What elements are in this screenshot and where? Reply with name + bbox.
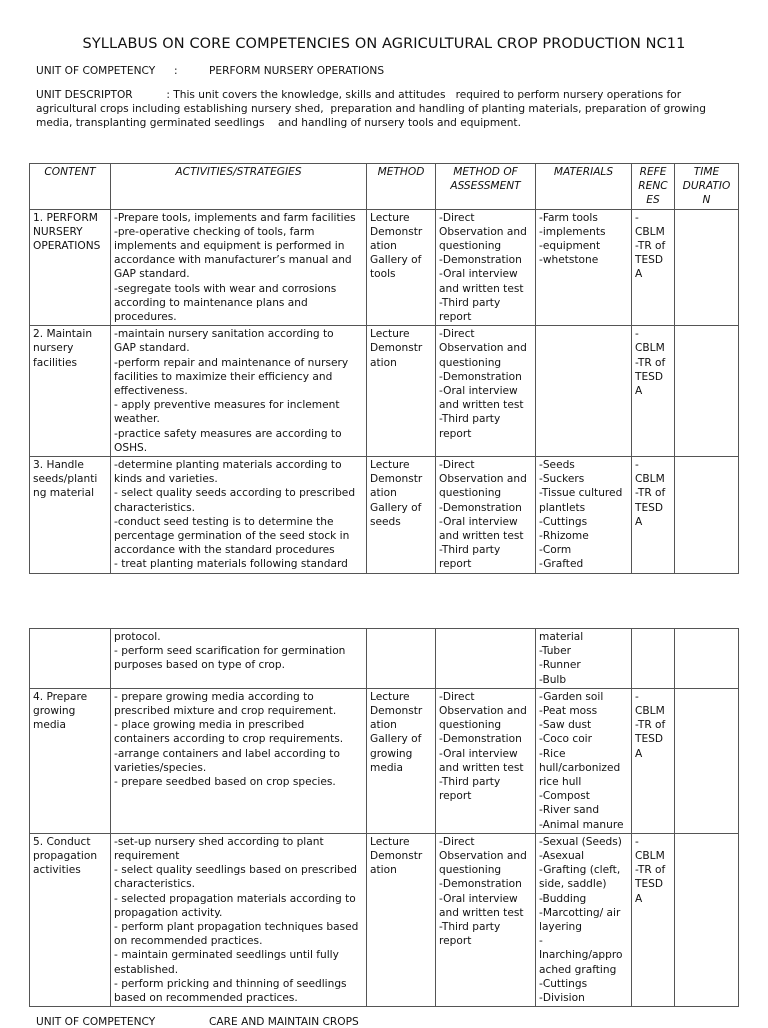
cell-content: 5. Conduct propagation activities [30,833,111,1006]
cell-references: - CBLM -TR of TESD A [632,688,675,833]
cell-content [30,629,111,689]
table-row [30,326,739,457]
header-materials: MATERIALS [536,164,632,210]
cell-references: - CBLM -TR of TESD A [632,209,675,326]
cell-method: Lecture Demonstr ation Gallery of seeds [367,457,436,574]
syllabus-table-continued [29,628,739,1007]
header-time-duration: TIME DURATIO N [675,164,739,210]
cell-references: - CBLM -TR of TESD A [632,833,675,1006]
cell-content: 3. Handle seeds/planti ng material [30,457,111,574]
cell-content: 4. Prepare growing media [30,688,111,833]
header-references: REFE RENC ES [632,164,675,210]
table-row [30,833,739,1006]
unit-descriptor: UNIT DESCRIPTOR : This unit covers the knowledge, skills and attitudes required to perform nursery operations for agricultural crops including establishing nursery shed, preparation and handling of planting materials, preparation of growing media, transplanting germinated seedlings and handling of nursery tools and equipment. [36,89,706,129]
cell-materials: -Farm tools -implements -equipment -whetstone [536,209,632,326]
table-row [30,629,739,689]
table-row [30,209,739,326]
page-title: SYLLABUS ON CORE COMPETENCIES ON AGRICULTURAL CROP PRODUCTION NC11 [82,36,686,52]
cell-time [675,629,739,689]
table-header-row [30,164,739,210]
syllabus-table [29,163,739,574]
cell-assessment: -Direct Observation and questioning -Demonstration -Oral interview and written test -Third party report [436,833,536,1006]
cell-content: 2. Maintain nursery facilities [30,326,111,457]
cell-activities: -maintain nursery sanitation according to GAP standard. -perform repair and maintenance of nursery facilities to maximize their efficiency and effectiveness. - apply preventive measures for inclement weather. -practice safety measures are according to OSHS. [111,326,367,457]
cell-references [632,629,675,689]
cell-method: Lecture Demonstr ation [367,833,436,1006]
cell-activities: -Prepare tools, implements and farm facilities -pre-operative checking of tools, farm implements and equipment is performed in accordance with manufacturer’s manual and GAP standard. -segregate tools with wear and corrosions according to maintenance plans and procedures. [111,209,367,326]
cell-assessment [436,629,536,689]
cell-time [675,209,739,326]
header-activities: ACTIVITIES/STRATEGIES [111,164,367,210]
next-unit-of-competency [36,1016,359,1028]
cell-references: - CBLM -TR of TESD A [632,326,675,457]
cell-materials: -Sexual (Seeds) -Asexual -Grafting (cleft, side, saddle) -Budding -Marcotting/ air layering - Inarching/appro ached grafting -Cuttings -Division [536,833,632,1006]
uoc-label: UNIT OF COMPETENCY [36,65,156,77]
cell-method: Lecture Demonstr ation [367,326,436,457]
cell-materials: -Garden soil -Peat moss -Saw dust -Coco coir -Rice hull/carbonized rice hull -Compost -River sand -Animal manure [536,688,632,833]
cell-assessment: -Direct Observation and questioning -Demonstration -Oral interview and written test -Third party report [436,326,536,457]
cell-assessment: -Direct Observation and questioning -Demonstration -Oral interview and written test -Third party report [436,209,536,326]
cell-time [675,326,739,457]
next-uoc-value: CARE AND MAINTAIN CROPS [209,1016,359,1028]
header-content: CONTENT [30,164,111,210]
cell-materials: material -Tuber -Runner -Bulb [536,629,632,689]
cell-time [675,688,739,833]
cell-references: - CBLM -TR of TESD A [632,457,675,574]
table-row [30,688,739,833]
next-uoc-label: UNIT OF COMPETENCY [36,1016,156,1028]
cell-method [367,629,436,689]
cell-activities: protocol. - perform seed scarification for germination purposes based on type of crop. [111,629,367,689]
header-method: METHOD [367,164,436,210]
cell-assessment: -Direct Observation and questioning -Demonstration -Oral interview and written test -Third party report [436,688,536,833]
cell-materials: -Seeds -Suckers -Tissue cultured plantlets -Cuttings -Rhizome -Corm -Grafted [536,457,632,574]
uoc-colon: : [174,65,178,77]
cell-activities: -determine planting materials according to kinds and varieties. - select quality seeds according to prescribed characteristics. -conduct seed testing is to determine the percentage germination of the seed stock in accordance with the standard procedures - treat planting materials following standard [111,457,367,574]
cell-time [675,457,739,574]
header-assessment: METHOD OF ASSESSMENT [436,164,536,210]
cell-content: 1. PERFORM NURSERY OPERATIONS [30,209,111,326]
cell-method: Lecture Demonstr ation Gallery of growing media [367,688,436,833]
uoc-value: PERFORM NURSERY OPERATIONS [209,65,385,77]
cell-activities: - prepare growing media according to prescribed mixture and crop requirement. - place growing media in prescribed containers according to crop requirements. -arrange containers and label according to varieties/species. - prepare seedbed based on crop species. [111,688,367,833]
cell-activities: -set-up nursery shed according to plant requirement - select quality seedlings based on prescribed characteristics. - selected propagation materials according to propagation activity. - perform plant propagation techniques based on recommended practices. - maintain germinated seedlings until fully established. - perform pricking and thinning of seedlings based on recommended practices. [111,833,367,1006]
cell-assessment: -Direct Observation and questioning -Demonstration -Oral interview and written test -Third party report [436,457,536,574]
cell-materials [536,326,632,457]
unit-of-competency [36,65,384,77]
cell-time [675,833,739,1006]
table-row [30,457,739,574]
cell-method: Lecture Demonstr ation Gallery of tools [367,209,436,326]
